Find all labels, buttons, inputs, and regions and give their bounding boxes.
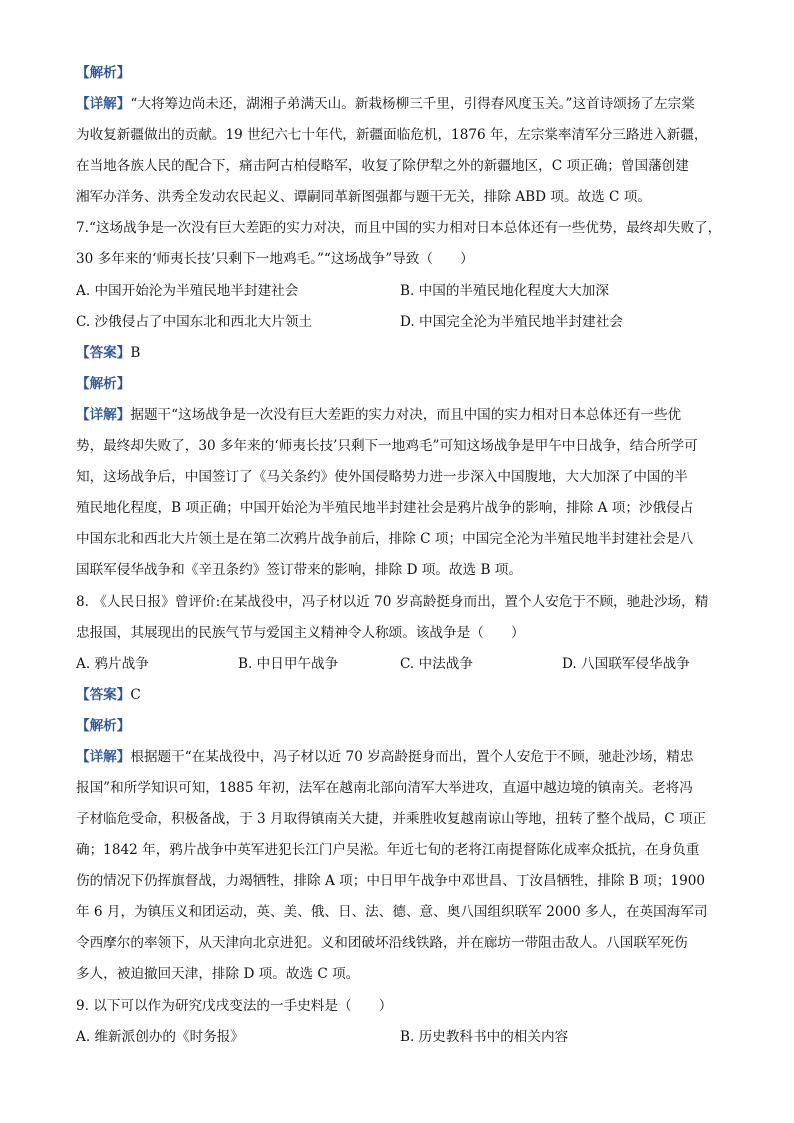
q8-detail-line-1: 【详解】根据题干“在某战役中，冯子材以近 70 岁高龄挺身而出，置个人安危于不顾，驰赴沙场，精忠	[76, 749, 694, 765]
q7-option-a: A. 中国开始沦为半殖民地半封建社会	[76, 283, 299, 299]
q8-option-c: C. 中法战争	[400, 656, 473, 672]
q8-detail-line-7: 令西摩尔的率领下，从天津向北京进犯。义和团破坏沿线铁路，并在廊坊一带阻击敌人。八国联军死伤	[76, 935, 688, 951]
q8-detail-line-8: 多人，被迫撤回天津，排除 D 项。故选 C 项。	[76, 966, 360, 982]
q8-detail-line-5: 伤的情况下仍挥旗督战，力竭牺牲，排除 A 项；中日甲午战争中邓世昌、丁汝昌牺牲，排除 B 项；1900	[76, 873, 706, 889]
q7-detail-line-4: 殖民地化程度，B 项正确；中国开始沦为半殖民地半封建社会是鸦片战争的影响，排除 A 项；沙俄侵占	[76, 500, 694, 516]
q9-option-b: B. 历史教科书中的相关内容	[400, 1029, 569, 1045]
q6-detail-line-3: 在当地各族人民的配合下，痛击阿古柏侵略军，收复了除伊犁之外的新疆地区，C 项正确；曾国藩创建	[76, 158, 689, 174]
q6-detail-line-2: 为收复新疆做出的贡献。19 世纪六七十年代，新疆面临危机，1876 年，左宗棠率清军分三路进入新疆，	[76, 127, 708, 143]
q9-stem: 9. 以下可以作为研究戊戌变法的一手史料是（ ）	[76, 998, 393, 1014]
q6-detail-line-1: 【详解】“大将筹边尚未还，湖湘子弟满天山。新栽杨柳三千里，引得春风度玉关。”这首诗颂扬了左宗棠	[76, 96, 695, 112]
q7-detail-line-5: 中国东北和西北大片领土是在第二次鸦片战争前后，排除 C 项；中国完全沦为半殖民地半封建社会是八	[76, 531, 694, 547]
q8-option-a: A. 鸦片战争	[76, 656, 149, 672]
q8-detail-line-6: 年 6 月，为镇压义和团运动，英、美、俄、日、法、德、意、奥八国组织联军 2000 多人，在英国海军司	[76, 904, 708, 920]
q7-analysis-heading: 【解析】	[76, 376, 131, 392]
analysis-heading: 【解析】	[76, 65, 131, 81]
q7-option-b: B. 中国的半殖民地化程度大大加深	[400, 283, 609, 299]
q8-stem-line-2: 忠报国，其展现出的民族气节与爱国主义精神令人称颂。该战争是（ ）	[76, 625, 525, 641]
q9-option-a: A. 维新派创办的《时务报》	[76, 1029, 244, 1045]
q8-option-d: D. 八国联军侵华战争	[562, 656, 690, 672]
q7-detail-line-1: 【详解】据题干“这场战争是一次没有巨大差距的实力对决，而且中国的实力相对日本总体还有一些优	[76, 407, 682, 423]
q7-stem-line-2: 30 多年来的‘师夷长技’只剩下一地鸡毛。”“这场战争”导致（ ）	[76, 251, 474, 267]
q8-option-b: B. 中日甲午战争	[238, 656, 339, 672]
q8-detail-line-2: 报国”和所学知识可知，1885 年初，法军在越南北部向清军大举进攻，直逼中越边境的镇南关。老将冯	[76, 780, 693, 796]
q6-detail-line-4: 湘军办洋务、洪秀全发动农民起义、谭嗣同革新图强都与题干无关，排除 ABD 项。故选 C 项。	[76, 189, 651, 205]
q7-detail-line-6: 国联军侵华战争和《辛丑条约》签订带来的影响，排除 D 项。故选 B 项。	[76, 562, 522, 578]
q7-option-d: D. 中国完全沦为半殖民地半封建社会	[400, 314, 623, 330]
q8-answer: 【答案】C	[76, 687, 141, 703]
q8-detail-line-4: 确；1842 年，鸦片战争中英军进犯长江门户吴淞。年近七旬的老将江南提督陈化成率众抵抗，在身负重	[76, 842, 700, 858]
q8-analysis-heading: 【解析】	[76, 718, 131, 734]
q7-answer: 【答案】B	[76, 345, 141, 361]
q7-detail-line-3: 知，这场战争后，中国签订了《马关条约》使外国侵略势力进一步深入中国腹地，大大加深了中国的半	[76, 469, 688, 485]
q8-stem-line-1: 8. 《人民日报》曾评价:在某战役中，冯子材以近 70 岁高龄挺身而出，置个人安危于不顾，驰赴沙场，精	[76, 594, 709, 610]
q7-stem-line-1: 7.“这场战争是一次没有巨大差距的实力对决，而且中国的实力相对日本总体还有一些优势，最终却失败了，	[76, 220, 722, 236]
q7-option-c: C. 沙俄侵占了中国东北和西北大片领土	[76, 314, 313, 330]
q7-detail-line-2: 势，最终却失败了，30 多年来的‘师夷长技’只剩下一地鸡毛”可知这场战争是甲午中日战争，结合所学可	[76, 438, 698, 454]
q8-detail-line-3: 子材临危受命，积极备战，于 3 月取得镇南关大捷，并乘胜收复越南谅山等地，扭转了整个战局，C 项正	[76, 811, 707, 827]
